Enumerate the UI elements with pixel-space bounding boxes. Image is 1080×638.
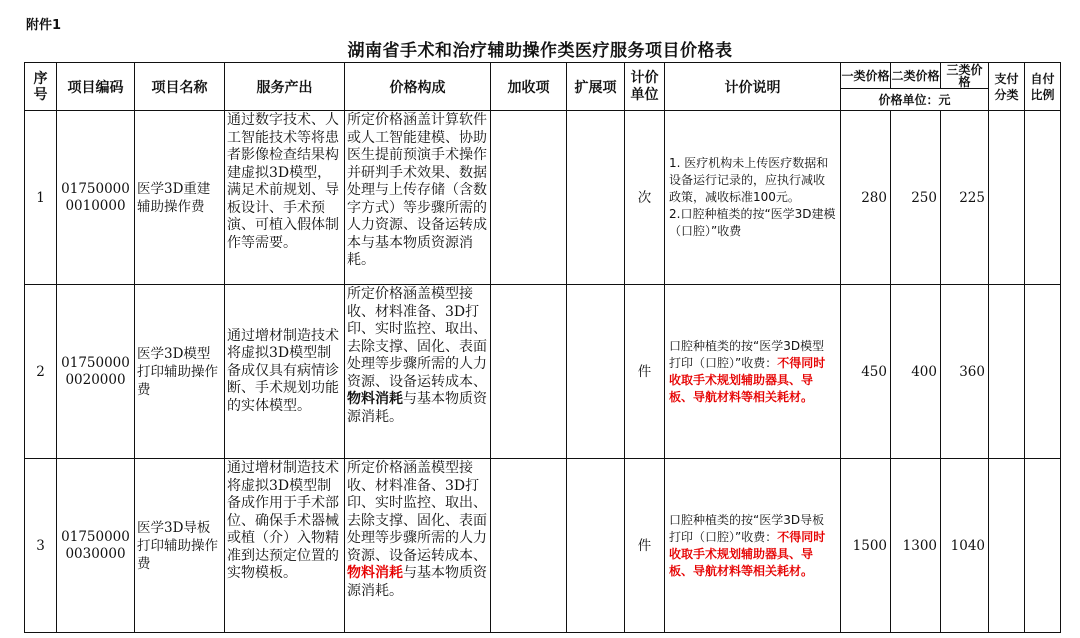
row-desc <box>665 285 841 459</box>
row-desc <box>665 459 841 633</box>
document-title: 湖南省手术和治疗辅助操作类医疗服务项目价格表 <box>347 41 733 61</box>
col-self-pay: 自付比例 <box>1025 63 1061 111</box>
row-name: 医学3D导板打印辅助操作费 <box>135 459 225 633</box>
col-desc: 计价说明 <box>665 63 841 111</box>
col-pay-class: 支付分类 <box>989 63 1025 111</box>
col-unit: 计价单位 <box>625 63 665 111</box>
row-output: 通过增材制造技术将虚拟3D模型制备成作用于手术部位、确保手术器械或植（介）入物精准到达预定位置的实物模板。 <box>225 459 345 633</box>
row-seq: 3 <box>25 459 57 633</box>
col-seq: 序号 <box>25 63 57 111</box>
row-name: 医学3D模型打印辅助操作费 <box>135 285 225 459</box>
col-composition: 价格构成 <box>345 63 491 111</box>
row-price3: 360 <box>941 285 989 459</box>
composition-tail: 与基本物质资源消耗。 <box>347 391 487 425</box>
row-self-pay <box>1025 459 1061 633</box>
composition-text: 所定价格涵盖模型接收、材料准备、3D打印、实时监控、取出、去除支撑、固化、表面处理等步骤所需的人力资源、设备运转成本、 <box>347 286 487 390</box>
col-extend: 扩展项 <box>567 63 625 111</box>
desc-text: 口腔种植类的按“医学3D模型打印（口腔）”收费： <box>669 338 825 370</box>
desc-warning: 不得同时收取手术规划辅助器具、导板、导航材料等相关耗材。 <box>669 355 826 404</box>
row-code: 017500000010000 <box>57 111 135 285</box>
row-price1: 450 <box>841 285 891 459</box>
row-name: 医学3D重建辅助操作费 <box>135 111 225 285</box>
price-table <box>24 62 1061 633</box>
row-unit: 次 <box>625 111 665 285</box>
row-unit: 件 <box>625 285 665 459</box>
col-name: 项目名称 <box>135 63 225 111</box>
row-price3: 225 <box>941 111 989 285</box>
row-composition: 所定价格涵盖计算软件或人工智能建模、协助医生提前预演手术操作并研判手术效果、数据处理与上传存储（含数字方式）等步骤所需的人力资源、设备运转成本与基本物质资源消耗。 <box>345 111 491 285</box>
row-seq: 2 <box>25 285 57 459</box>
row-code: 017500000020000 <box>57 285 135 459</box>
row-pay-class <box>989 459 1025 633</box>
table-row <box>25 459 1061 633</box>
composition-tail: 与基本物质资源消耗。 <box>347 565 487 599</box>
desc-line-2: 2.口腔种植类的按“医学3D建模（口腔）”收费 <box>669 207 836 238</box>
composition-highlight: 物料消耗 <box>347 565 403 581</box>
row-extend <box>567 459 625 633</box>
row-self-pay <box>1025 111 1061 285</box>
row-self-pay <box>1025 285 1061 459</box>
table-row <box>25 111 1061 285</box>
row-extend <box>567 285 625 459</box>
col-output: 服务产出 <box>225 63 345 111</box>
row-price3: 1040 <box>941 459 989 633</box>
row-unit: 件 <box>625 459 665 633</box>
col-code: 项目编码 <box>57 63 135 111</box>
row-price2: 400 <box>891 285 941 459</box>
col-add-fee: 加收项 <box>491 63 567 111</box>
desc-warning: 不得同时收取手术规划辅助器具、导板、导航材料等相关耗材。 <box>669 529 826 578</box>
composition-highlight: 物料消耗 <box>347 391 403 407</box>
col-price2: 二类价格 <box>891 63 941 89</box>
composition-text: 所定价格涵盖模型接收、材料准备、3D打印、实时监控、取出、去除支撑、固化、表面处理等步骤所需的人力资源、设备运转成本、 <box>347 460 487 564</box>
row-add-fee <box>491 285 567 459</box>
row-pay-class <box>989 111 1025 285</box>
row-desc <box>665 111 841 285</box>
row-composition <box>345 459 491 633</box>
row-code: 017500000030000 <box>57 459 135 633</box>
row-pay-class <box>989 285 1025 459</box>
row-price1: 1500 <box>841 459 891 633</box>
attachment-label: 附件1 <box>26 18 62 33</box>
desc-text: 口腔种植类的按“医学3D导板打印（口腔）”收费： <box>669 512 825 544</box>
col-price3: 三类价格 <box>941 63 989 89</box>
row-add-fee <box>491 459 567 633</box>
row-output: 通过数字技术、人工智能技术等将患者影像检查结果构建虚拟3D模型，满足术前规划、导板设计、手术预演、可植入假体制作等需要。 <box>225 111 345 285</box>
row-price1: 280 <box>841 111 891 285</box>
price-unit-note: 价格单位：元 <box>841 89 989 111</box>
row-extend <box>567 111 625 285</box>
row-seq: 1 <box>25 111 57 285</box>
row-add-fee <box>491 111 567 285</box>
row-price2: 1300 <box>891 459 941 633</box>
desc-line-1: 1. 医疗机构未上传医疗数据和设备运行记录的，应执行减收政策，减收标准100元。 <box>669 156 829 204</box>
table-row <box>25 285 1061 459</box>
row-composition <box>345 285 491 459</box>
row-price2: 250 <box>891 111 941 285</box>
row-output: 通过增材制造技术将虚拟3D模型制备成仅具有病情诊断、手术规划功能的实体模型。 <box>225 285 345 459</box>
col-price1: 一类价格 <box>841 63 891 89</box>
